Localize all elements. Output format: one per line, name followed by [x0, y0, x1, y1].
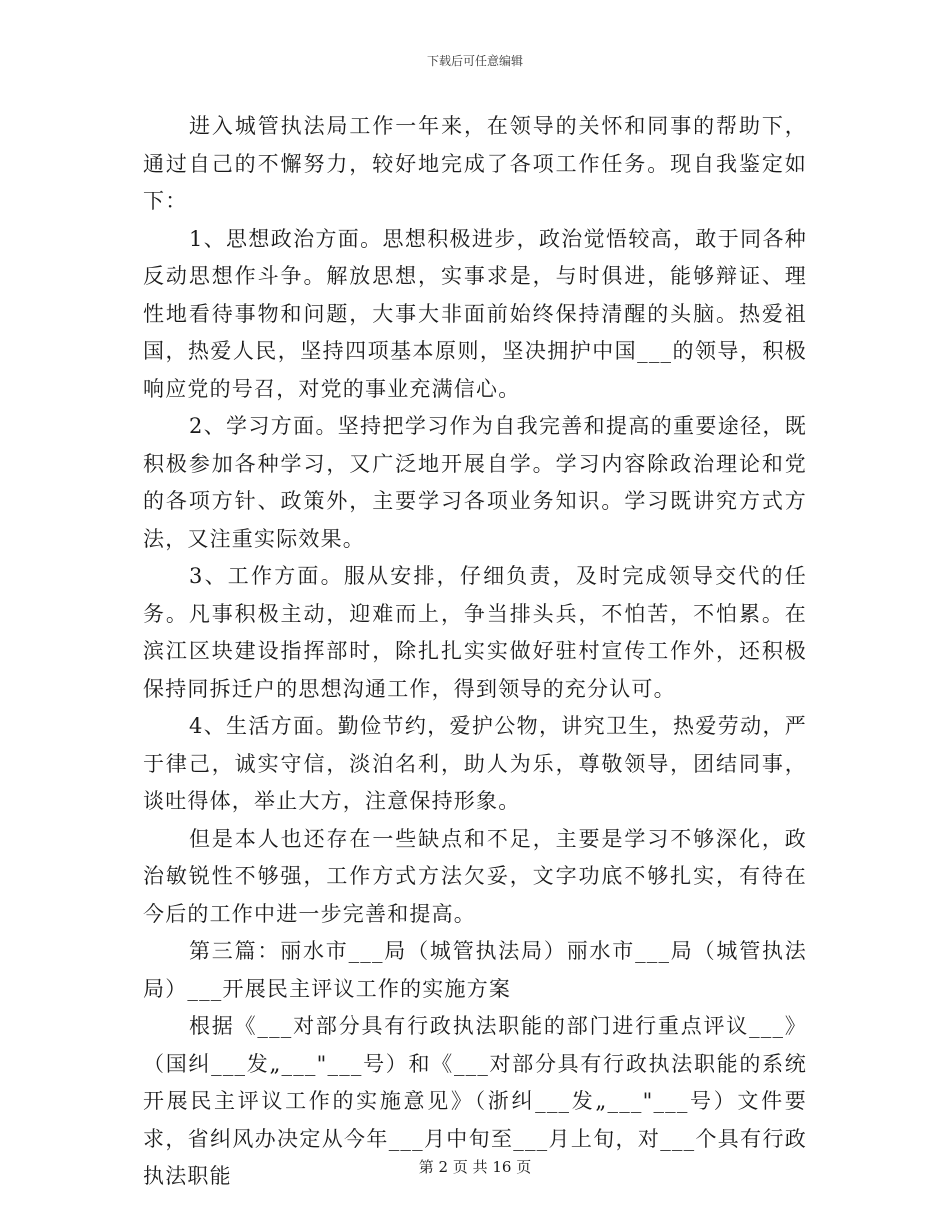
section-title-part-three: 第三篇：丽水市___局（城管执法局）丽水市___局（城管执法局）___开展民主评议工作的实施方案: [143, 939, 807, 1001]
paragraph-study: 2、学习方面。坚持把学习作为自我完善和提高的重要途径，既积极参加各种学习，又广泛地开展自学。学习内容除政治理论和党的各项方针、政策外，主要学习各项业务知识。学习既讲究方式方法，又注重实际效果。: [143, 414, 807, 551]
document-body: [143, 108, 807, 1196]
paragraph-political: 1、思想政治方面。思想积极进步，政治觉悟较高，敢于同各种反动思想作斗争。解放思想，实事求是，与时俱进，能够辩证、理性地看待事物和问题，大事大非面前始终保持清醒的头脑。热爱祖国，热爱人民，坚持四项基本原则，坚决拥护中国___的领导，积极响应党的号召，对党的事业充满信心。: [143, 226, 807, 401]
page-header-note: 下载后可任意编辑: [426, 54, 523, 68]
page-number: 第 2 页 共 16 页: [418, 1158, 532, 1176]
paragraph-work: 3、工作方面。服从安排，仔细负责，及时完成领导交代的任务。凡事积极主动，迎难而上，争当排头兵，不怕苦，不怕累。在滨江区块建设指挥部时，除扎扎实实做好驻村宣传工作外，还积极保持同拆迁户的思想沟通工作，得到领导的充分认可。: [143, 564, 807, 701]
paragraph-shortcomings: 但是本人也还存在一些缺点和不足，主要是学习不够深化，政治敏锐性不够强，工作方式方法欠妥，文字功底不够扎实，有待在今后的工作中进一步完善和提高。: [143, 826, 807, 926]
paragraph-life: 4、生活方面。勤俭节约，爱护公物，讲究卫生，热爱劳动，严于律己，诚实守信，淡泊名利，助人为乐，尊敬领导，团结同事，谈吐得体，举止大方，注意保持形象。: [143, 714, 807, 813]
paragraph-basis: 根据《___对部分具有行政执法职能的部门进行重点评议___》（国纠___发„___"___号）和《___对部分具有行政执法职能的系统开展民主评议工作的实施意见》（浙纠___发„___"___号）文件要求，省纠风办决定从今年___月中旬至___月上旬，对___个具有行政执法职能: [143, 1014, 807, 1188]
paragraph-intro: 进入城管执法局工作一年来，在领导的关怀和同事的帮助下，通过自己的不懈努力，较好地完成了各项工作任务。现自我鉴定如下：: [143, 114, 807, 213]
